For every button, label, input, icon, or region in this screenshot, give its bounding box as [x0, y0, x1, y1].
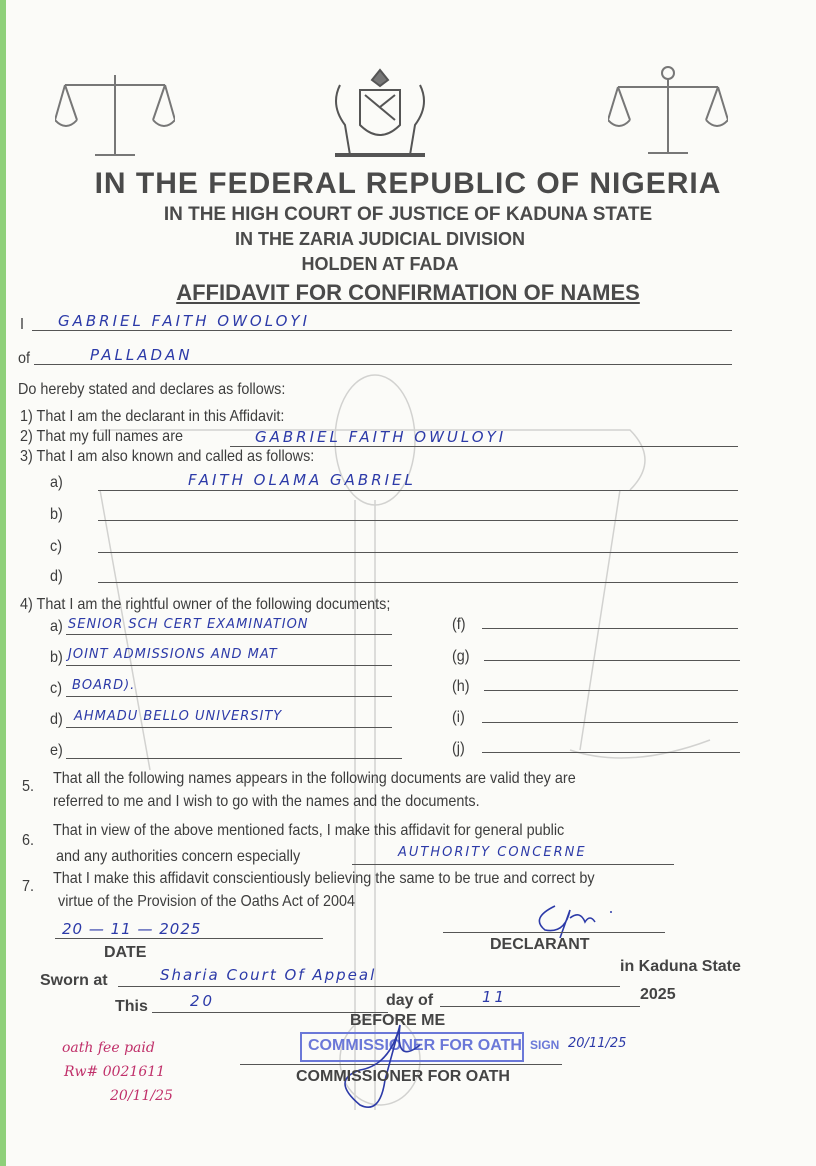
document-value: AHMADU BELLO UNIVERSITY [74, 709, 283, 724]
i-label: I [20, 316, 25, 333]
document-label: c) [50, 680, 62, 697]
clause-6-number: 6. [22, 832, 35, 849]
document-label: d) [50, 711, 63, 728]
receipt-number-note: Rw# 0021611 [64, 1064, 166, 1080]
document-label: (i) [452, 709, 465, 726]
header-court: IN THE HIGH COURT OF JUSTICE OF KADUNA STATE [163, 204, 653, 225]
before-me-label: BEFORE ME [350, 1012, 446, 1029]
stamp-sign-label: SIGN [530, 1038, 560, 1052]
commissioner-label: COMMISSIONER FOR OATH [296, 1068, 510, 1085]
full-names-field: GABRIEL FAITH OWULOYI [255, 428, 507, 446]
alias-label: b) [50, 506, 63, 523]
month-field: 11 [482, 988, 508, 1006]
clause-3: 3) That I am also known and called as follows: [20, 448, 315, 465]
document-label: (h) [452, 678, 470, 695]
declarant-label: DECLARANT [490, 936, 590, 953]
clause-1: 1) That I am the declarant in this Affidavit: [20, 408, 285, 425]
address-field: PALLADAN [90, 346, 193, 364]
scales-of-justice-icon-left [55, 70, 175, 160]
sworn-at-label: Sworn at [40, 972, 108, 989]
document-value: BOARD). [72, 678, 136, 693]
header-holden: HOLDEN AT FADA [301, 254, 459, 274]
alias-label: a) [50, 474, 63, 491]
stamp-date: 20/11/25 [568, 1036, 627, 1051]
header-division: IN THE ZARIA JUDICIAL DIVISION [234, 229, 526, 249]
scales-of-justice-icon-right [608, 65, 728, 160]
alias-value: FAITH OLAMA GABRIEL [188, 471, 416, 489]
clause-5-line-2: referred to me and I wish to go with the names and the documents. [53, 793, 480, 810]
clause-4: 4) That I am the rightful owner of the following documents; [20, 596, 391, 613]
alias-label: d) [50, 568, 63, 585]
header-title: IN THE FEDERAL REPUBLIC OF NIGERIA [94, 167, 722, 200]
document-value: JOINT ADMISSIONS AND MAT [68, 647, 278, 662]
document-value: SENIOR SCH CERT EXAMINATION [68, 617, 309, 632]
document-title: AFFIDAVIT FOR CONFIRMATION OF NAMES [176, 280, 640, 305]
alias-label: c) [50, 538, 62, 555]
document-label: b) [50, 649, 63, 666]
date-label: DATE [104, 944, 147, 961]
sworn-at-field: Sharia Court Of Appeal [160, 966, 377, 984]
day-field: 20 [190, 992, 216, 1010]
clause-6-line-2: and any authorities concern especially [56, 848, 301, 865]
stamp-title: COMMISSIONER FOR OATH [308, 1037, 522, 1054]
document-label: (f) [452, 616, 466, 633]
day-of-label: day of [386, 992, 434, 1009]
document-label: a) [50, 618, 63, 635]
authority-field: AUTHORITY CONCERNE [398, 845, 587, 860]
year-field: 2025 [640, 986, 676, 1003]
this-label: This [115, 998, 148, 1015]
oath-fee-note: oath fee paid [62, 1040, 155, 1056]
clause-7-line-2: virtue of the Provision of the Oaths Act of 2004 [58, 893, 355, 910]
commissioner-signature [340, 1020, 460, 1110]
of-label: of [18, 350, 31, 367]
state-label: in Kaduna State [620, 958, 741, 975]
declare-statement: Do hereby stated and declares as follows: [18, 381, 286, 398]
clause-7-line-1: That I make this affidavit conscientiously believing the same to be true and correct by [53, 870, 595, 887]
document-label: (j) [452, 740, 465, 757]
clause-2-label: 2) That my full names are [20, 428, 183, 445]
note-date: 20/11/25 [110, 1088, 173, 1104]
declarant-name-field: GABRIEL FAITH OWOLOYI [58, 312, 311, 330]
clause-5-line-1: That all the following names appears in the following documents are valid they are [53, 770, 576, 787]
document-label: e) [50, 742, 63, 759]
document-label: (g) [452, 648, 470, 665]
clause-7-number: 7. [22, 878, 35, 895]
coat-of-arms-icon [320, 65, 440, 165]
clause-6-line-1: That in view of the above mentioned facts, I make this affidavit for general public [53, 822, 565, 839]
date-field: 20 — 11 — 2025 [62, 920, 202, 938]
clause-5-number: 5. [22, 778, 35, 795]
